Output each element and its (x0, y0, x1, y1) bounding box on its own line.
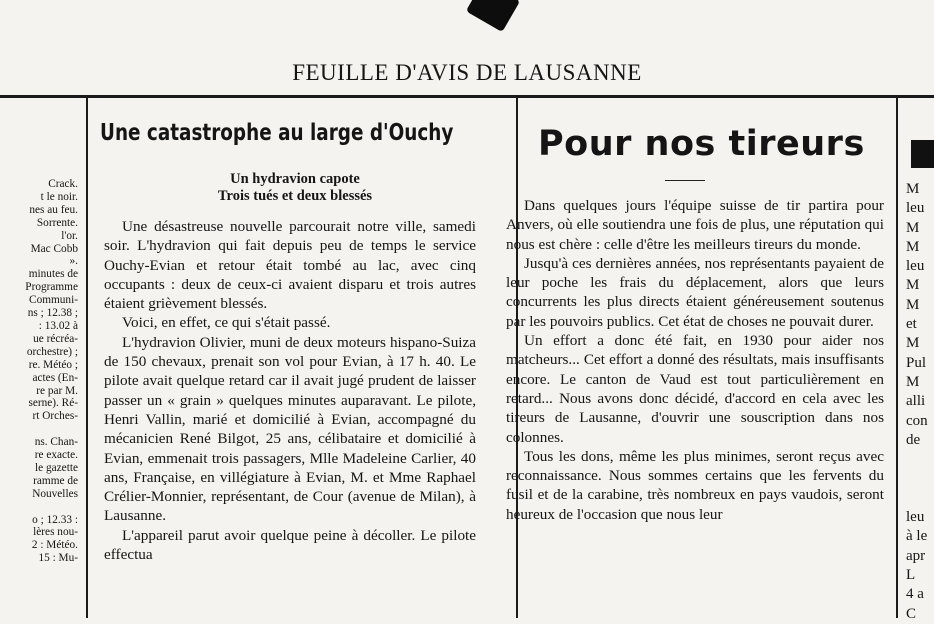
article-body-catastrophe (104, 217, 476, 564)
left-column-line: Sorrente. (36, 216, 78, 229)
paragraph: Tous les dons, même les plus minimes, seront reçus avec reconnaissance. Nous sommes certains que les fervents du fusil et de la carabine, très nombreux en pays vaudois, seront heureux de l'occasion que nous leur (506, 447, 884, 523)
left-column-line: t le noir. (40, 190, 78, 203)
right-column-line: M (906, 373, 920, 390)
right-headline-block (911, 140, 934, 168)
right-column-fragment (906, 180, 934, 624)
left-column-line: Nouvelles (32, 487, 78, 500)
right-column-line (906, 469, 934, 488)
left-column-line: ns ; 12.38 ; (27, 307, 78, 320)
masthead: FEUILLE D'AVIS DE LAUSANNE (292, 60, 642, 85)
right-column-line: 4 a (906, 586, 924, 603)
right-column-line: de (906, 431, 921, 448)
right-column-line: M (906, 238, 920, 255)
paragraph: Jusqu'à ces dernières années, nos représentants payaient de leur poche les frais du déplacement, alors que leurs concurrents les plus directs étaient généreusement soutenus par les pouvoirs publics. Cet état de choses ne pouvait durer. (506, 254, 884, 330)
left-column-line: : 13.02 à (38, 319, 78, 332)
paragraph: Dans quelques jours l'équipe suisse de tir partira pour Anvers, où elle soutiendra une fois de plus, une réputation qui nous est chère : celle d'être les meilleurs tireurs du monde. (506, 197, 884, 253)
right-column-line: et (906, 316, 917, 333)
right-column-line (906, 450, 934, 469)
right-column-line: alli (906, 393, 926, 410)
left-column-line: minutes de (28, 268, 78, 281)
left-column-line: re par M. (36, 384, 78, 397)
left-column-line: o ; 12.33 : (32, 513, 78, 526)
paragraph: Une désastreuse nouvelle parcourait notre ville, samedi soir. L'hydravion qui fait depuis peu de temps le service Ouchy-Evian et retour était tombé au lac, avec cinq occupants : deux de ceux-ci avaient disparu et trois autres étaient grièvement blessés. (104, 218, 476, 313)
subtitle-line-1: Un hydravion capote (230, 171, 360, 187)
right-column-line: Pul (906, 354, 927, 371)
left-column-line: rt Orches- (32, 410, 78, 423)
left-column-line: Crack. (48, 178, 78, 190)
article-title-tireurs: Pour nos tireurs (538, 124, 865, 164)
right-column-line: con (906, 412, 928, 429)
left-column-line: Communi- (29, 294, 78, 307)
left-column-line: serne). Ré- (28, 397, 78, 410)
right-column-line: leu (906, 509, 925, 526)
left-column-line (0, 423, 78, 436)
left-column-line: ue récréa- (33, 332, 78, 345)
right-column-line: M (906, 181, 920, 197)
right-column-line: leu (906, 258, 925, 275)
right-column-line: L (906, 566, 916, 583)
right-column-line: C (906, 605, 917, 622)
right-column-line: à le (906, 528, 928, 545)
right-column-line (906, 489, 934, 508)
left-column-line: 2 : Météo. (31, 539, 78, 552)
paragraph: Un effort a donc été fait, en 1930 pour aider nos matcheurs... Cet effort a donné des résultats, mais insuffisants encore. Le canton de Vaud est tout particulièrement en retard... Nous avons donc décidé, d'accord en cela avec les tireurs de Lausanne, d'ouvrir une souscription dans nos colonnes. (506, 332, 884, 446)
column-divider-1 (86, 98, 88, 618)
right-column-line: M (906, 219, 920, 236)
left-column-line: actes (En- (32, 371, 78, 384)
left-column-line: 15 : Mu- (38, 552, 78, 565)
subtitle-line-2: Trois tués et deux blessés (217, 188, 373, 204)
left-column-fragment (0, 178, 78, 565)
right-column-line: M (906, 335, 920, 352)
left-column-line: orchestre) ; (26, 345, 78, 358)
left-column-line: ns. Chan- (34, 436, 78, 449)
article-title-catastrophe: Une catastrophe au large d'Ouchy (100, 120, 454, 146)
paragraph: L'appareil parut avoir quelque peine à décoller. Le pilote effectua (104, 526, 476, 564)
left-column-line: lères nou- (33, 526, 78, 539)
article-subtitle (100, 171, 490, 205)
left-column-line: re. Météo ; (28, 358, 78, 371)
right-column-line: apr (906, 547, 926, 564)
title-separator (665, 180, 705, 181)
left-column-line: ramme de (33, 474, 78, 487)
right-column-line: leu (906, 200, 925, 217)
article-body-tireurs (506, 196, 884, 524)
right-column-line: M (906, 277, 920, 294)
top-black-mark (466, 0, 520, 32)
left-column-line: Mac Cobb (30, 242, 78, 255)
paragraph: L'hydravion Olivier, muni de deux moteurs hispano-Suiza de 150 chevaux, prenait son vol pour Evian, à 17 h. 40. Le pilote avait quelque retard car il avait jugé prudent de laisser passer un « grain » quelques minutes auparavant. Le pilote, Henri Vallin, marié et domicilié à Evian, accompagné du mécanicien René Bilgot, 25 ans, célibataire et domicilié à Evian, emmenait trois passagers, Mlle Madeleine Carlier, 40 ans, Française, en villégiature à Evian, M. et Mme Raphael Crélier-Monnier, représentant, de Cour (avenue de Milan), à Lausanne. (104, 333, 476, 525)
left-column-line: re exacte. (34, 449, 78, 462)
left-column-line: nes au feu. (29, 203, 78, 216)
paragraph: Voici, en effet, ce qui s'était passé. (122, 314, 331, 332)
header-rule (0, 95, 934, 98)
left-column-line: Programme (25, 281, 78, 294)
column-divider-3 (896, 98, 898, 618)
right-column-line: M (906, 296, 920, 313)
left-column-line (0, 501, 78, 514)
left-column-line: le gazette (35, 461, 78, 474)
left-column-line: l'or. (61, 229, 78, 242)
left-column-line: ». (69, 255, 78, 268)
